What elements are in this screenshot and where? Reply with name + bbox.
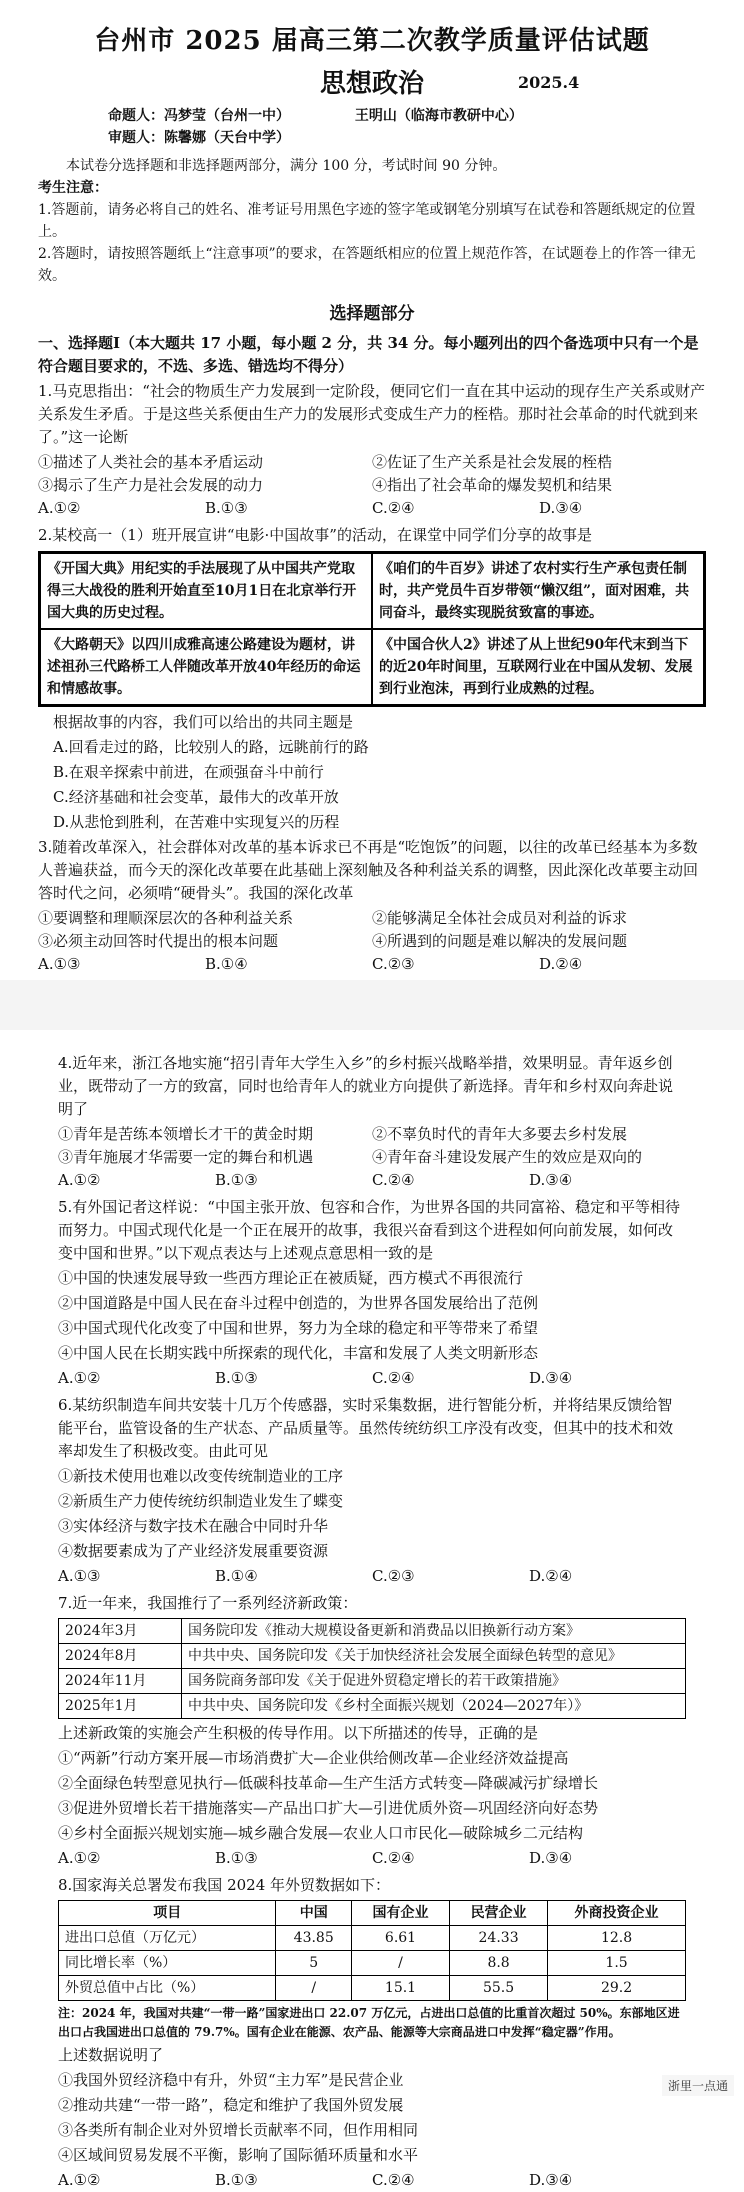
choice: A.①② [38,499,81,517]
choice: B.①③ [215,1369,258,1387]
table-row [59,1669,686,1694]
table-cell: 2024年11月 [59,1669,182,1694]
table-row [59,1951,686,1976]
authors-line [38,105,706,125]
choice: C.②④ [372,1849,415,1867]
choice: B.①③ [215,1849,258,1867]
option: ③揭示了生产力是社会发展的动力 [38,476,264,494]
note-2: 2.答题时，请按照答题纸上“注意事项”的要求，在答题纸相应的位置上规范作答，在试题卷上的作答一律无效。 [38,246,696,284]
choice: C.②④ [372,1369,415,1387]
movie-box: 《大路朝天》以四川成雅高速公路建设为题材，讲述祖孙三代路桥工人伴随改革开放40年经历的命运和情感故事。 [40,629,372,705]
exam-page-1 [0,0,744,980]
table-cell: 29.2 [548,1976,686,2001]
table-header: 国有企业 [351,1901,449,1926]
option: ④青年奋斗建设发展产生的效应是双向的 [372,1148,643,1166]
exam-date: 2025.4 [518,73,580,92]
table-cell: 2024年8月 [59,1644,182,1669]
table-cell: 55.5 [450,1976,548,2001]
reviewer-line [38,127,706,147]
table-cell: 12.8 [548,1926,686,1951]
policy-table [58,1618,686,1719]
choice: C.②④ [372,2171,415,2189]
table-row [59,1976,686,2001]
question-6-stem: 6.某纺织制造车间共安装十几万个传感器，实时采集数据，进行智能分析，并将结果反馈给智能平台，监管设备的生产状态、产品质量等。虽然传统纺织工序没有改变，但其中的技术和效率却发生了积极改变。由此可见 [58,1396,674,1460]
table-header: 外商投资企业 [548,1901,686,1926]
question-2-stem: 2.某校高一（1）班开展宣讲“电影·中国故事”的活动，在课堂中同学们分享的故事是 [38,526,592,544]
table-cell: / [276,1976,351,2001]
option: ②全面绿色转型意见执行—低碳科技革命—生产生活方式转变—降碳减污扩绿增长 [58,1774,599,1792]
table-cell: 同比增长率（%） [59,1951,276,1976]
question-7-stem2: 上述新政策的实施会产生积极的传导作用。以下所描述的传导，正确的是 [58,1724,539,1742]
table-row [59,1926,686,1951]
table-cell: 24.33 [450,1926,548,1951]
option: ③青年施展才华需要一定的舞台和机遇 [58,1148,314,1166]
question-5-choices [58,1367,686,1390]
movie-box: 《咱们的牛百岁》讲述了农村实行生产承包责任制时，共产党员牛百岁带领“懒汉组”，面对困难，共同奋斗，最终实现脱贫致富的事迹。 [372,553,704,629]
table-cell: 2025年1月 [59,1694,182,1719]
table-cell: 进出口总值（万亿元） [59,1926,276,1951]
option: ②推动共建“一带一路”，稳定和维护了我国外贸发展 [58,2096,404,2114]
question-3-stem: 3.随着改革深入，社会群体对改革的基本诉求已不再是“吃饱饭”的问题，以往的改革已经基本为多数人普遍获益，而今天的深化改革要在此基础上深刻触及各种利益关系的调整，因此深化改革要主动回答时代之问，必须啃“硬骨头”。我国的深化改革 [38,838,699,902]
table-header-row [59,1901,686,1926]
choice: A.①③ [58,1567,101,1585]
table-cell: 国务院印发《推动大规模设备更新和消费品以旧换新行动方案》 [182,1619,686,1644]
option: C.经济基础和社会变革，最伟大的改革开放 [53,788,339,806]
choice: A.①② [58,1369,101,1387]
choice: D.③④ [529,1369,573,1387]
table-cell: 中共中央、国务院印发《乡村全面振兴规划（2024—2027年）》 [182,1694,686,1719]
choice: A.①② [58,1171,101,1189]
table-header: 中国 [276,1901,351,1926]
option: ①新技术使用也难以改变传统制造业的工序 [58,1467,344,1485]
option: ②中国道路是中国人民在奋斗过程中创造的，为世界各国发展给出了范例 [58,1294,539,1312]
choice: D.②④ [539,955,583,973]
choice: D.③④ [529,2171,573,2189]
option: ④指出了社会革命的爆发契机和结果 [372,476,613,494]
table-cell: 8.8 [450,1951,548,1976]
table-header: 项目 [59,1901,276,1926]
table-cell: 1.5 [548,1951,686,1976]
question-8-stem2: 上述数据说明了 [58,2046,164,2064]
option: ④区域间贸易发展不平衡，影响了国际循环质量和水平 [58,2146,419,2164]
option: ④数据要素成为了产业经济发展重要资源 [58,1542,329,1560]
question-3-choices [38,953,706,976]
option: ①中国的快速发展导致一些西方理论正在被质疑，西方模式不再很流行 [58,1269,524,1287]
choice: B.①③ [205,499,248,517]
author-1: 命题人：冯梦莹（台州一中） [108,108,290,124]
exam-page-2 [0,1030,744,2189]
table-cell: 5 [276,1951,351,1976]
choice: A.①② [58,2171,101,2189]
section-intro: 一、选择题Ⅰ（本大题共 17 小题，每小题 2 分，共 34 分。每小题列出的四个备选项中只有一个是符合题目要求的，不选、多选、错选均不得分） [38,334,699,375]
choice: B.①④ [215,1567,258,1585]
table-cell: 中共中央、国务院印发《关于加快经济社会发展全面绿色转型的意见》 [182,1644,686,1669]
movie-story-grid [38,551,706,707]
choice: C.②④ [372,499,415,517]
question-3-options-row2 [38,930,706,953]
question-8-choices [58,2169,686,2192]
choice: A.①③ [38,955,81,973]
question-7-choices [58,1847,686,1870]
trade-data-table [58,1900,686,2001]
note-1: 1.答题前，请务必将自己的姓名、准考证号用黑色字迹的签字笔或钢笔分别填写在试卷和答题纸规定的位置上。 [38,202,696,240]
question-3-options-row1 [38,907,706,930]
option: ①要调整和理顺深层次的各种利益关系 [38,909,294,927]
question-4-options-row1 [58,1123,686,1146]
option: ③促进外贸增长若干措施落实—产品出口扩大—引进优质外资—巩固经济向好态势 [58,1799,599,1817]
question-2-stem2: 根据故事的内容，我们可以给出的共同主题是 [53,713,354,731]
choice: D.③④ [529,1171,573,1189]
choice: D.③④ [529,1849,573,1867]
option: ④所遇到的问题是难以解决的发展问题 [372,932,628,950]
choice: C.②③ [372,1567,415,1585]
reviewer: 审题人：陈馨娜（天台中学） [108,130,290,146]
table-cell: 2024年3月 [59,1619,182,1644]
option: ①描述了人类社会的基本矛盾运动 [38,453,264,471]
option: ①青年是苦练本领增长才干的黄金时期 [58,1125,314,1143]
subject-title: 思想政治 [319,69,424,99]
movie-box: 《中国合伙人2》讲述了从上世纪90年代末到当下的近20年时间里，互联网行业在中国从发轫、发展到行业泡沫，再到行业成熟的过程。 [372,629,704,705]
question-1-stem: 1.马克思指出：“社会的物质生产力发展到一定阶段，便同它们一直在其中运动的现存生产关系或财产关系发生矛盾。于是这些关系便由生产力的发展形式变成生产力的桎梏。那时社会革命的时代就到来了。”这一论断 [38,382,705,446]
exam-title: 台州市 2025 届高三第二次教学质量评估试题 [94,26,650,56]
option: ②不辜负时代的青年大多要去乡村发展 [372,1125,628,1143]
question-8-stem: 8.国家海关总署发布我国 2024 年外贸数据如下： [58,1876,391,1894]
question-7-stem: 7.近一年来，我国推行了一系列经济新政策： [58,1594,358,1612]
choice: D.②④ [529,1567,573,1585]
author-2: 王明山（临海市教研中心） [354,108,523,124]
table-cell: 15.1 [351,1976,449,2001]
option: ③各类所有制企业对外贸增长贡献率不同，但作用相同 [58,2121,419,2139]
table-row [59,1619,686,1644]
question-1-choices [38,497,706,520]
page-gap [0,980,744,1030]
exam-intro: 本试卷分选择题和非选择题两部分，满分 100 分，考试时间 90 分钟。 [66,158,507,174]
option: ③中国式现代化改变了中国和世界，努力为全球的稳定和平等带来了希望 [58,1319,539,1337]
table-row [59,1644,686,1669]
question-5-stem: 5.有外国记者这样说：“中国主张开放、包容和合作，为世界各国的共同富裕、稳定和平等相待而努力。中国式现代化是一个正在展开的故事，我很兴奋看到这个进程如何向前发展，如何改变中国和世界。”以下观点表达与上述观点意思相一致的是 [58,1198,680,1262]
option: ②新质生产力使传统纺织制造业发生了蝶变 [58,1492,344,1510]
option: ①我国外贸经济稳中有升，外贸“主力军”是民营企业 [58,2071,404,2089]
option: B.在艰辛探索中前进，在顽强奋斗中前行 [53,763,324,781]
subtitle-row [38,63,706,103]
watermark-label: 浙里一点通 [662,2075,734,2096]
option: A.回看走过的路，比较别人的路，远眺前行的路 [53,738,369,756]
option: ②能够满足全体社会成员对利益的诉求 [372,909,628,927]
option: ④中国人民在长期实践中所探索的现代化，丰富和发展了人类文明新形态 [58,1344,539,1362]
table-cell: 6.61 [351,1926,449,1951]
question-6-choices [58,1565,686,1588]
question-1-options-row2 [38,474,706,497]
table-cell: 国务院商务部印发《关于促进外贸稳定增长的若干政策措施》 [182,1669,686,1694]
option: ③必须主动回答时代提出的根本问题 [38,932,279,950]
question-1-options-row1 [38,451,706,474]
option: ④乡村全面振兴规划实施—城乡融合发展—农业人口市民化—破除城乡二元结构 [58,1824,584,1842]
table-cell: 43.85 [276,1926,351,1951]
choice: C.②③ [372,955,415,973]
question-4-stem: 4.近年来，浙江各地实施“招引青年大学生入乡”的乡村振兴战略举措，效果明显。青年返乡创业，既带动了一方的致富，同时也给青年人的就业方向提供了新选择。青年和乡村双向奔赴说明了 [58,1054,674,1118]
section-title: 选择题部分 [329,304,415,324]
choice: B.①③ [215,2171,258,2189]
choice: D.③④ [539,499,583,517]
movie-box: 《开国大典》用纪实的手法展现了从中国共产党取得三大战役的胜利开始直至10月1日在北京举行开国大典的历史过程。 [40,553,372,629]
table-note: 注：2024 年，我国对共建“一带一路”国家进出口 22.07 万亿元，占进出口总值的比重首次超过 50%。东部地区进出口占我国进出口总值的 79.7%。国有企业在能源、农产品、能源等大宗商品进口中发挥“稳定器”作用。 [58,2006,680,2039]
option: ③实体经济与数字技术在融合中同时升华 [58,1517,329,1535]
notes-title: 考生注意： [38,180,108,196]
choice: C.②④ [372,1171,415,1189]
option: ②佐证了生产关系是社会发展的桎梏 [372,453,613,471]
choice: B.①③ [215,1171,258,1189]
choice: B.①④ [205,955,248,973]
table-cell: 外贸总值中占比（%） [59,1976,276,2001]
question-4-options-row2 [58,1146,686,1169]
table-cell: / [351,1951,449,1976]
table-header: 民营企业 [450,1901,548,1926]
option: D.从悲怆到胜利，在苦难中实现复兴的历程 [53,813,340,831]
table-row [59,1694,686,1719]
choice: A.①② [58,1849,101,1867]
question-4-choices [58,1169,686,1192]
option: ①“两新”行动方案开展—市场消费扩大—企业供给侧改革—企业经济效益提高 [58,1749,569,1767]
